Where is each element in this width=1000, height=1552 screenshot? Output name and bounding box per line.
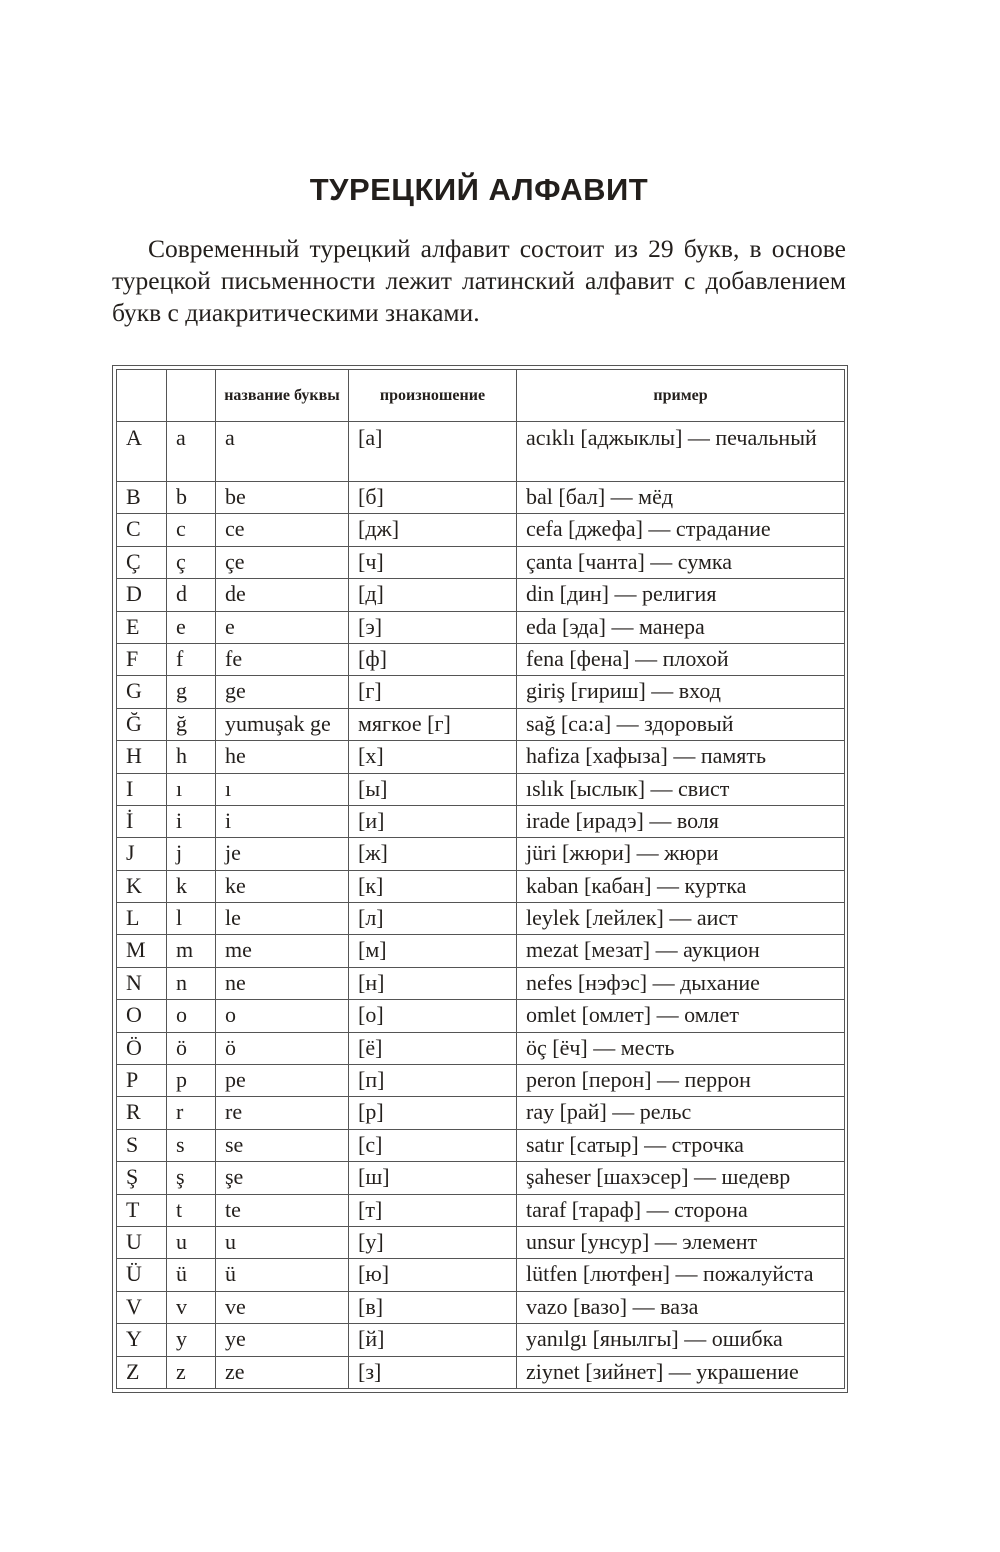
letter-name-cell: u: [216, 1226, 349, 1258]
example-cell: yanılgı [янылгы] — ошибка: [517, 1324, 845, 1356]
example-cell: eda [эда] — манера: [517, 611, 845, 643]
uppercase-cell: J: [117, 838, 167, 870]
pronunciation-cell: [п]: [349, 1065, 517, 1097]
lowercase-cell: o: [167, 1000, 216, 1032]
uppercase-cell: H: [117, 741, 167, 773]
table-row: [117, 676, 845, 708]
example-cell: ray [рай] — рельс: [517, 1097, 845, 1129]
letter-name-cell: ü: [216, 1259, 349, 1291]
table-row: [117, 838, 845, 870]
letter-name-cell: çe: [216, 546, 349, 578]
table-row: [117, 643, 845, 675]
example-cell: jüri [жюри] — жюри: [517, 838, 845, 870]
example-cell: unsur [унсур] — элемент: [517, 1226, 845, 1258]
pronunciation-cell: [й]: [349, 1324, 517, 1356]
letter-name-cell: o: [216, 1000, 349, 1032]
lowercase-cell: t: [167, 1194, 216, 1226]
example-cell: satır [сатыр] — строчка: [517, 1129, 845, 1161]
example-cell: irade [ирадэ] — воля: [517, 805, 845, 837]
lowercase-cell: a: [167, 422, 216, 482]
table-row: [117, 870, 845, 902]
table-row: [117, 1356, 845, 1388]
pronunciation-cell: [р]: [349, 1097, 517, 1129]
lowercase-cell: ü: [167, 1259, 216, 1291]
pronunciation-cell: [о]: [349, 1000, 517, 1032]
letter-name-cell: he: [216, 741, 349, 773]
pronunciation-cell: [л]: [349, 903, 517, 935]
letter-name-cell: ı: [216, 773, 349, 805]
letter-name-cell: ze: [216, 1356, 349, 1388]
letter-name-cell: fe: [216, 643, 349, 675]
table-row: [117, 1032, 845, 1064]
letter-name-cell: me: [216, 935, 349, 967]
example-cell: omlet [омлет] — омлет: [517, 1000, 845, 1032]
lowercase-cell: ö: [167, 1032, 216, 1064]
letter-name-cell: ve: [216, 1291, 349, 1323]
table-row: [117, 546, 845, 578]
pronunciation-cell: [ю]: [349, 1259, 517, 1291]
uppercase-cell: D: [117, 579, 167, 611]
uppercase-cell: O: [117, 1000, 167, 1032]
example-cell: giriş [гириш] — вход: [517, 676, 845, 708]
example-cell: fena [фена] — плохой: [517, 643, 845, 675]
lowercase-cell: u: [167, 1226, 216, 1258]
table-row: [117, 773, 845, 805]
example-cell: leylek [лейлек] — аист: [517, 903, 845, 935]
uppercase-cell: Ş: [117, 1162, 167, 1194]
uppercase-cell: C: [117, 514, 167, 546]
pronunciation-cell: [в]: [349, 1291, 517, 1323]
table-row: [117, 514, 845, 546]
pronunciation-cell: [ж]: [349, 838, 517, 870]
uppercase-cell: Ö: [117, 1032, 167, 1064]
letter-name-cell: a: [216, 422, 349, 482]
header-lowercase: [167, 370, 216, 422]
lowercase-cell: f: [167, 643, 216, 675]
example-cell: cefa [джефа] — страдание: [517, 514, 845, 546]
uppercase-cell: I: [117, 773, 167, 805]
uppercase-cell: K: [117, 870, 167, 902]
pronunciation-cell: [т]: [349, 1194, 517, 1226]
uppercase-cell: R: [117, 1097, 167, 1129]
lowercase-cell: ç: [167, 546, 216, 578]
table-row: [117, 1226, 845, 1258]
table-header-row: [117, 370, 845, 422]
uppercase-cell: B: [117, 482, 167, 514]
uppercase-cell: M: [117, 935, 167, 967]
table-row: [117, 1065, 845, 1097]
intro-paragraph: [112, 233, 846, 329]
pronunciation-cell: [ч]: [349, 546, 517, 578]
table-row: [117, 422, 845, 482]
lowercase-cell: r: [167, 1097, 216, 1129]
uppercase-cell: A: [117, 422, 167, 482]
table-row: [117, 1291, 845, 1323]
header-pronunciation: произношение: [349, 370, 517, 422]
lowercase-cell: e: [167, 611, 216, 643]
uppercase-cell: Z: [117, 1356, 167, 1388]
example-cell: peron [перон] — перрон: [517, 1065, 845, 1097]
uppercase-cell: F: [117, 643, 167, 675]
lowercase-cell: i: [167, 805, 216, 837]
lowercase-cell: ğ: [167, 708, 216, 740]
example-cell: çanta [чанта] — сумка: [517, 546, 845, 578]
letter-name-cell: e: [216, 611, 349, 643]
pronunciation-cell: [х]: [349, 741, 517, 773]
header-uppercase: [117, 370, 167, 422]
lowercase-cell: b: [167, 482, 216, 514]
letter-name-cell: te: [216, 1194, 349, 1226]
example-cell: vazo [вазо] — ваза: [517, 1291, 845, 1323]
pronunciation-cell: [ё]: [349, 1032, 517, 1064]
letter-name-cell: ge: [216, 676, 349, 708]
table-row: [117, 1129, 845, 1161]
uppercase-cell: Y: [117, 1324, 167, 1356]
header-letter-name: название буквы: [216, 370, 349, 422]
pronunciation-cell: [к]: [349, 870, 517, 902]
lowercase-cell: y: [167, 1324, 216, 1356]
table-row: [117, 708, 845, 740]
example-cell: acıklı [аджыклы] — печальный: [517, 422, 845, 482]
lowercase-cell: s: [167, 1129, 216, 1161]
alphabet-table: [116, 369, 845, 1389]
table-row: [117, 741, 845, 773]
uppercase-cell: U: [117, 1226, 167, 1258]
example-cell: hafiza [хафыза] — память: [517, 741, 845, 773]
pronunciation-cell: [м]: [349, 935, 517, 967]
lowercase-cell: j: [167, 838, 216, 870]
table-row: [117, 1000, 845, 1032]
example-cell: taraf [тараф] — сторона: [517, 1194, 845, 1226]
table-row: [117, 1097, 845, 1129]
example-cell: din [дин] — религия: [517, 579, 845, 611]
uppercase-cell: İ: [117, 805, 167, 837]
uppercase-cell: V: [117, 1291, 167, 1323]
table-row: [117, 935, 845, 967]
pronunciation-cell: [ш]: [349, 1162, 517, 1194]
pronunciation-cell: [н]: [349, 967, 517, 999]
lowercase-cell: c: [167, 514, 216, 546]
letter-name-cell: ne: [216, 967, 349, 999]
lowercase-cell: m: [167, 935, 216, 967]
letter-name-cell: i: [216, 805, 349, 837]
pronunciation-cell: [ы]: [349, 773, 517, 805]
table-row: [117, 1194, 845, 1226]
pronunciation-cell: [з]: [349, 1356, 517, 1388]
pronunciation-cell: [д]: [349, 579, 517, 611]
uppercase-cell: Ç: [117, 546, 167, 578]
table-row: [117, 903, 845, 935]
letter-name-cell: ce: [216, 514, 349, 546]
intro-text: Современный турецкий алфавит состоит из 29 букв, в основе турецкой письменности лежит латинский алфавит с добавлением букв с диакритическими знаками.: [112, 234, 846, 327]
letter-name-cell: le: [216, 903, 349, 935]
table-row: [117, 967, 845, 999]
uppercase-cell: N: [117, 967, 167, 999]
example-cell: ıslık [ыслык] — свист: [517, 773, 845, 805]
table-row: [117, 611, 845, 643]
example-cell: şaheser [шахэсер] — шедевр: [517, 1162, 845, 1194]
lowercase-cell: p: [167, 1065, 216, 1097]
uppercase-cell: E: [117, 611, 167, 643]
letter-name-cell: je: [216, 838, 349, 870]
pronunciation-cell: [э]: [349, 611, 517, 643]
lowercase-cell: d: [167, 579, 216, 611]
lowercase-cell: k: [167, 870, 216, 902]
pronunciation-cell: [ф]: [349, 643, 517, 675]
pronunciation-cell: мягкое [г]: [349, 708, 517, 740]
table-row: [117, 805, 845, 837]
lowercase-cell: l: [167, 903, 216, 935]
letter-name-cell: de: [216, 579, 349, 611]
table-row: [117, 1259, 845, 1291]
example-cell: mezat [мезат] — аукцион: [517, 935, 845, 967]
pronunciation-cell: [б]: [349, 482, 517, 514]
uppercase-cell: S: [117, 1129, 167, 1161]
lowercase-cell: g: [167, 676, 216, 708]
lowercase-cell: v: [167, 1291, 216, 1323]
letter-name-cell: be: [216, 482, 349, 514]
example-cell: öç [ёч] — месть: [517, 1032, 845, 1064]
example-cell: nefes [нэфэс] — дыхание: [517, 967, 845, 999]
pronunciation-cell: [и]: [349, 805, 517, 837]
table-row: [117, 1324, 845, 1356]
pronunciation-cell: [с]: [349, 1129, 517, 1161]
table-row: [117, 579, 845, 611]
letter-name-cell: ke: [216, 870, 349, 902]
example-cell: lütfen [лютфен] — пожалуйста: [517, 1259, 845, 1291]
uppercase-cell: Ü: [117, 1259, 167, 1291]
pronunciation-cell: [а]: [349, 422, 517, 482]
alphabet-table-frame: [112, 365, 848, 1393]
lowercase-cell: h: [167, 741, 216, 773]
letter-name-cell: pe: [216, 1065, 349, 1097]
uppercase-cell: L: [117, 903, 167, 935]
lowercase-cell: n: [167, 967, 216, 999]
table-row: [117, 482, 845, 514]
letter-name-cell: re: [216, 1097, 349, 1129]
uppercase-cell: P: [117, 1065, 167, 1097]
uppercase-cell: G: [117, 676, 167, 708]
example-cell: ziynet [зийнет] — украшение: [517, 1356, 845, 1388]
example-cell: sağ [са:а] — здоровый: [517, 708, 845, 740]
letter-name-cell: yumuşak ge: [216, 708, 349, 740]
header-example: пример: [517, 370, 845, 422]
lowercase-cell: z: [167, 1356, 216, 1388]
uppercase-cell: T: [117, 1194, 167, 1226]
page-title: ТУРЕЦКИЙ АЛФАВИТ: [309, 172, 649, 207]
example-cell: bal [бал] — мёд: [517, 482, 845, 514]
pronunciation-cell: [дж]: [349, 514, 517, 546]
letter-name-cell: ö: [216, 1032, 349, 1064]
example-cell: kaban [кабан] — куртка: [517, 870, 845, 902]
letter-name-cell: se: [216, 1129, 349, 1161]
letter-name-cell: ye: [216, 1324, 349, 1356]
lowercase-cell: ş: [167, 1162, 216, 1194]
table-row: [117, 1162, 845, 1194]
lowercase-cell: ı: [167, 773, 216, 805]
uppercase-cell: Ğ: [117, 708, 167, 740]
letter-name-cell: şe: [216, 1162, 349, 1194]
pronunciation-cell: [г]: [349, 676, 517, 708]
pronunciation-cell: [у]: [349, 1226, 517, 1258]
